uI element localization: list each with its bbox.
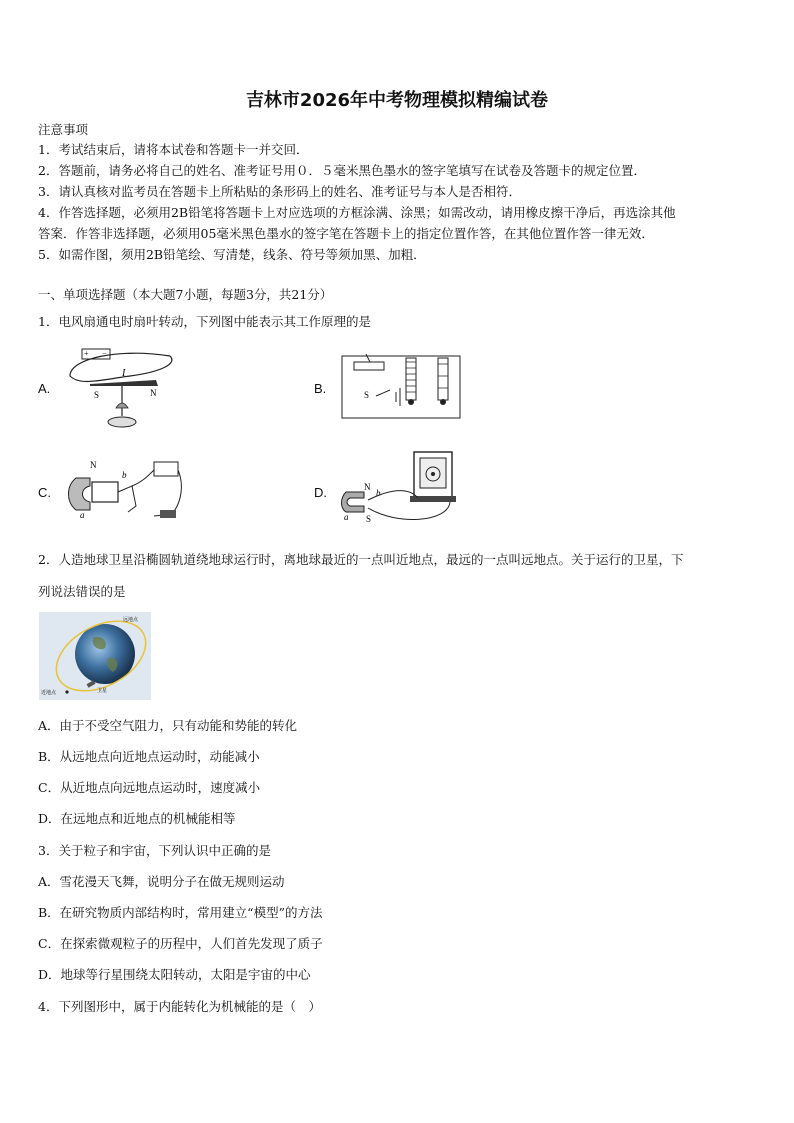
- section-heading: 一、单项选择题（本大题7小题，每题3分，共21分）: [38, 287, 333, 302]
- satellite-label: 卫星: [97, 689, 108, 694]
- option-c: C．从近地点向远地点运动时，速度减小: [38, 780, 261, 795]
- switch-label: S: [364, 390, 370, 400]
- wire-b-label: b: [376, 488, 381, 498]
- notice-item: 5．如需作图，须用2B铅笔绘、写清楚，线条、符号等须加黑、加粗．: [38, 247, 426, 262]
- battery-minus-label: −: [102, 349, 107, 358]
- apogee-label: 远地点: [123, 618, 139, 623]
- figure-d-galvanometer: [338, 450, 468, 528]
- battery-plus-label: +: [84, 349, 89, 358]
- option-label-c: C.: [38, 485, 51, 500]
- notice-item: 3．请认真核对监考员在答题卡上所粘贴的条形码上的姓名、准考证号与本人是否相符．: [38, 184, 521, 199]
- notice-item: 1．考试结束后，请将本试卷和答题卡一并交回．: [38, 142, 309, 157]
- perigee-label: 近地点: [41, 691, 57, 696]
- question-stem: 4．下列图形中，属于内能转化为机械能的是（ ）: [38, 999, 321, 1014]
- question-stem: 1．电风扇通电时扇叶转动，下列图中能表示其工作原理的是: [38, 314, 371, 329]
- notice-item: 4．作答选择题，必须用2B铅笔将答题卡上对应选项的方框涂满、涂黑；如需改动，请用橡皮擦干净后，再选涂其他: [38, 205, 676, 220]
- option-label-d: D.: [314, 485, 327, 500]
- page-title: 吉林市2026年中考物理模拟精编试卷: [245, 90, 549, 111]
- current-label: I: [122, 368, 126, 379]
- notice-item: 2．答题前，请务必将自己的姓名、准考证号用０．５毫米黑色墨水的签字笔填写在试卷及答题卡的规定位置．: [38, 163, 646, 178]
- figure-c-coil-in-field: [62, 456, 187, 528]
- option-a: A．由于不受空气阻力，只有动能和势能的转化: [38, 718, 298, 733]
- option-d: D．地球等行星围绕太阳转动，太阳是宇宙的中心: [38, 967, 311, 982]
- wire-a-label: a: [80, 510, 85, 520]
- figure-satellite-orbit: [39, 612, 151, 700]
- notice-item: 答案．作答非选择题，必须用05毫米黑色墨水的签字笔在答题卡上的指定位置作答，在其他位置作答一律无效．: [38, 226, 654, 241]
- question-stem: 3．关于粒子和宇宙，下列认识中正确的是: [38, 843, 271, 858]
- pole-n-label: N: [90, 460, 97, 470]
- pole-s-label: S: [366, 514, 372, 524]
- option-a: A．雪花漫天飞舞，说明分子在做无规则运动: [38, 874, 285, 889]
- figure-a-oersted: [60, 338, 180, 430]
- wire-b-label: b: [122, 470, 127, 480]
- option-label-b: B.: [314, 381, 327, 396]
- option-c: C．在探索微观粒子的历程中，人们首先发现了质子: [38, 936, 323, 951]
- question-stem-cont: 列说法错误的是: [38, 584, 126, 599]
- pole-s-label: S: [94, 390, 100, 400]
- option-b: B．从远地点向近地点运动时，动能减小: [38, 749, 260, 764]
- option-b: B．在研究物质内部结构时，常用建立“模型”的方法: [38, 905, 323, 920]
- notice-heading: 注意事项: [38, 122, 89, 137]
- option-d: D．在远地点和近地点的机械能相等: [38, 811, 236, 826]
- pole-n-label: N: [364, 482, 371, 492]
- figure-b-electromagnet: [336, 350, 466, 422]
- pole-n-label: N: [150, 388, 157, 398]
- wire-a-label: a: [344, 512, 349, 522]
- option-label-a: A.: [38, 381, 51, 396]
- question-stem: 2．人造地球卫星沿椭圆轨道绕地球运行时，离地球最近的一点叫近地点，最远的一点叫远地点。关于运行的卫星，下: [38, 552, 684, 567]
